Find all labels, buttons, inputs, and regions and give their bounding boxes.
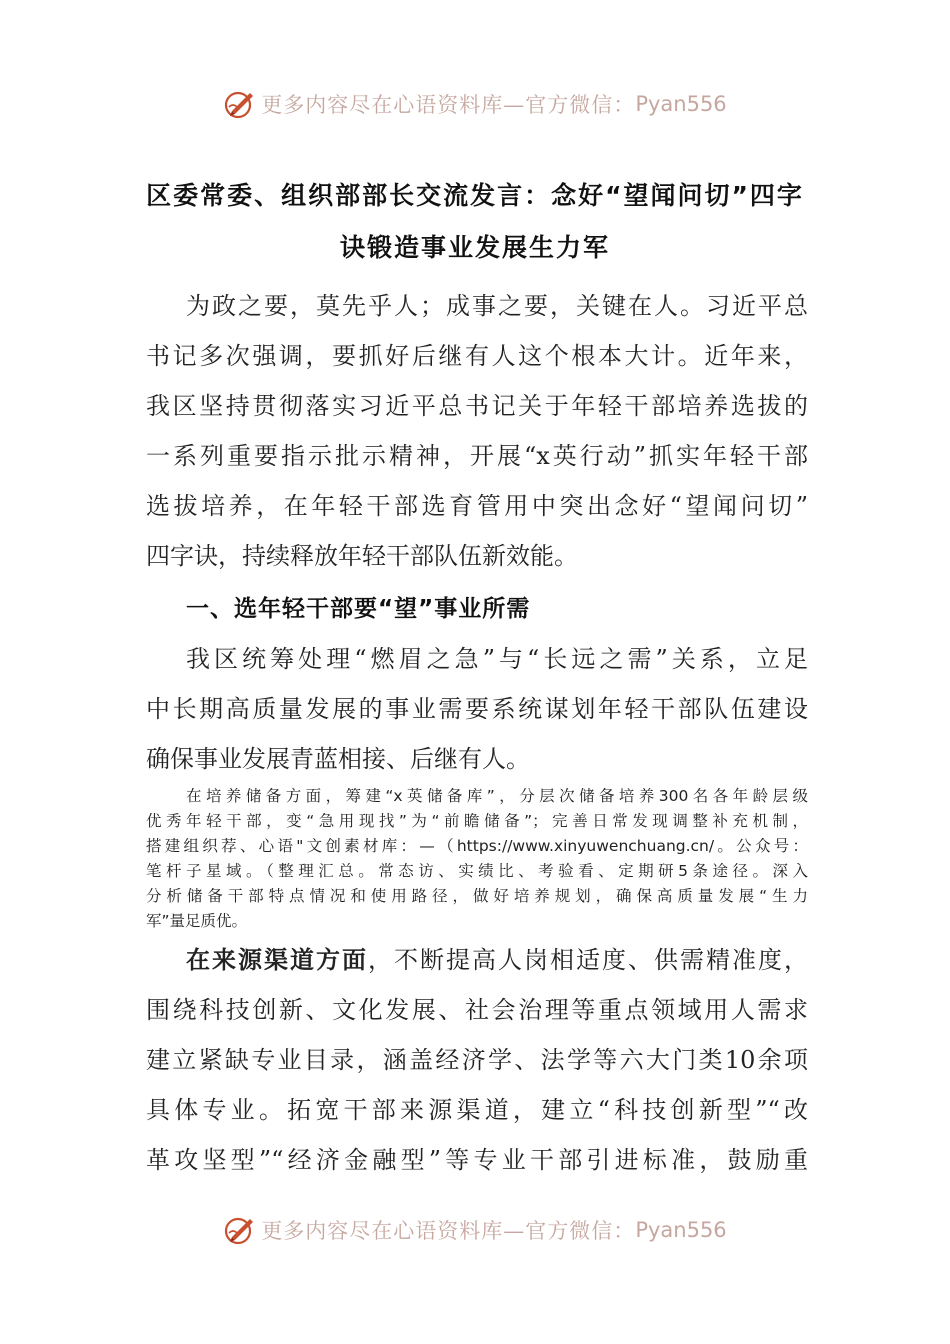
watermark-wechat-id: Pyan556 xyxy=(635,92,727,116)
small-para-line: 搭建组织荐、心语"文创素材库：—（https://www.xinyuwenchuang.cn/。公众号： xyxy=(146,837,808,855)
section-para-line: 革攻坚型”“经济金融型”等专业干部引进标准，鼓励重 xyxy=(146,1146,808,1174)
intro-line: 为政之要，莫先乎人；成事之要，关键在人。习近平总 xyxy=(186,292,808,320)
footer-watermark xyxy=(0,1212,950,1248)
para-lead-bold: 在来源渠道方面 xyxy=(186,946,368,974)
intro-line: 四字诀，持续释放年轻干部队伍新效能。 xyxy=(146,542,578,570)
small-para-line: 优秀年轻干部，变“急用现找”为“前瞻储备”；完善日常发现调整补充机制， xyxy=(146,812,808,830)
section-para-line: 中长期高质量发展的事业需要系统谋划年轻干部队伍建设 xyxy=(146,695,808,723)
intro-line: 书记多次强调，要抓好后继有人这个根本大计。近年来， xyxy=(146,342,808,370)
watermark-wechat-id: Pyan556 xyxy=(635,1218,727,1242)
small-para-line: 分析储备干部特点情况和使用路径，做好培养规划，确保高质量发展“生力 xyxy=(146,887,808,905)
small-para-line: 军”量足质优。 xyxy=(146,912,248,930)
section-para-line: 围绕科技创新、文化发展、社会治理等重点领域用人需求 xyxy=(146,996,808,1024)
section-para-line xyxy=(186,935,808,985)
section-para-line: 确保事业发展青蓝相接、后继有人。 xyxy=(146,745,530,773)
intro-line: 我区坚持贯彻落实习近平总书记关于年轻干部培养选拔的 xyxy=(146,392,808,420)
header-watermark xyxy=(0,86,950,122)
small-para-line: 笔杆子星域。（整理汇总。常态访、实绩比、考验看、定期研5条途径。深入 xyxy=(146,862,808,880)
small-para-line: 在培养储备方面，筹建“x英储备库”，分层次储备培养300名各年龄层级 xyxy=(186,787,808,805)
watermark-text: 更多内容尽在心语资料库—官方微信： xyxy=(261,1219,636,1243)
section-heading: 一、选年轻干部要“望”事业所需 xyxy=(186,596,531,622)
document-title-line-1: 区委常委、组织部部长交流发言：念好“望闻问切”四字 xyxy=(146,181,804,210)
intro-line: 一系列重要指示批示精神，开展“x英行动”抓实年轻干部 xyxy=(146,442,808,470)
pen-logo-icon xyxy=(223,1213,257,1247)
intro-line: 选拔培养，在年轻干部选育管用中突出念好“望闻问切” xyxy=(146,492,808,520)
pen-logo-icon xyxy=(223,87,257,121)
para-lead-rest: ，不断提高人岗相适度、供需精准度， xyxy=(368,946,808,974)
section-para-line: 我区统筹处理“燃眉之急”与“长远之需”关系，立足 xyxy=(186,645,808,673)
section-para-line: 建立紧缺专业目录，涵盖经济学、法学等六大门类10余项 xyxy=(146,1046,808,1074)
document-title-line-2: 诀锻造事业发展生力军 xyxy=(339,233,610,262)
watermark-text: 更多内容尽在心语资料库—官方微信： xyxy=(261,93,636,117)
section-para-line: 具体专业。拓宽干部来源渠道，建立“科技创新型”“改 xyxy=(146,1096,808,1124)
